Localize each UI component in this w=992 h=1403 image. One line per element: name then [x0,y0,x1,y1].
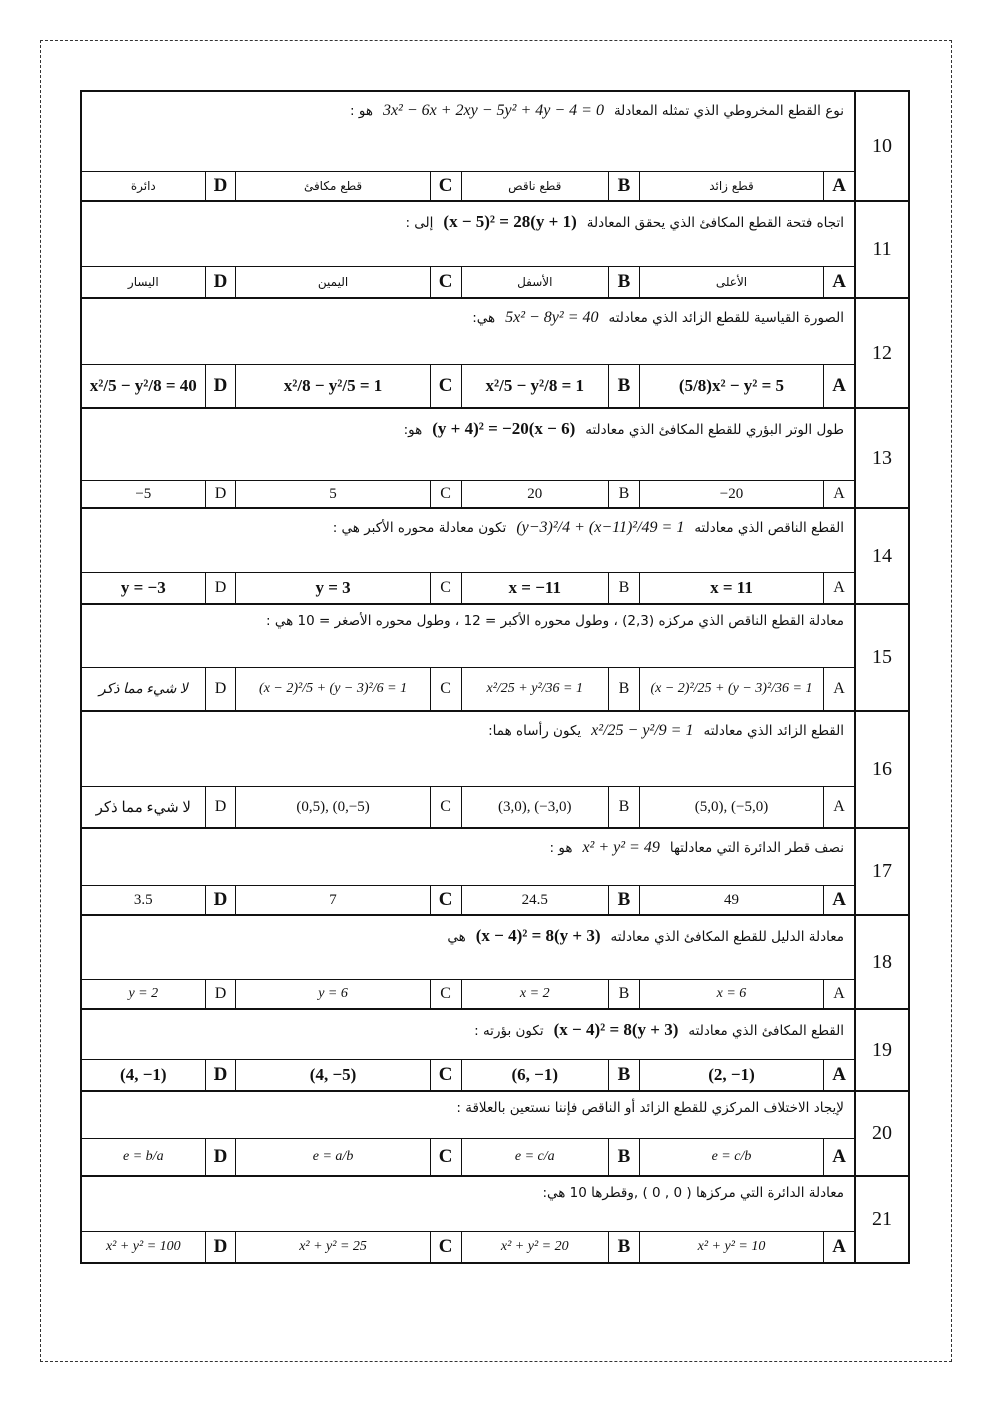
stem-text: نصف قطر الدائرة التي معادلتها [669,840,844,856]
option-text: اليمين [317,275,349,289]
option-text: y = 2 [128,986,159,1001]
question-number: 13 [854,409,908,507]
stem-equation: (y + 4)² = −20(x − 6) [432,419,576,438]
option-answer[interactable] [639,573,823,603]
stem-text: الصورة القياسية للقطع الزائد الذي معادلته [608,310,844,326]
stem-equation: 5x² − 8y² = 40 [505,309,599,326]
question-number: 19 [854,1010,908,1090]
question-row [82,409,908,509]
options-row [82,172,854,200]
option-text: الأسفل [517,275,553,289]
stem-text: القطع الناقص الذي معادلته [694,520,844,536]
question-stem [82,1177,854,1232]
question-row [82,1177,908,1262]
option-text: لا شيء مما ذكر [98,681,188,697]
options-row [82,481,854,507]
option-label-a: A [823,172,854,200]
option-answer[interactable] [235,668,429,710]
option-text: 7 [329,891,337,908]
option-label-d: D [205,886,236,914]
option-text: x = 6 [716,986,747,1001]
stem-text: طول الوتر البؤري للقطع المكافئ الذي معادلته [585,422,844,438]
option-label-b: B [608,172,639,200]
option-label-a: A [823,787,854,827]
question-stem [82,1092,854,1139]
option-text: (5/8)x² − y² = 5 [678,376,785,395]
option-text: y = −3 [120,578,166,597]
question-stem [82,202,854,267]
question-stem [82,829,854,886]
option-answer[interactable] [461,172,608,200]
option-text: قطع زائد [709,179,754,193]
option-label-b: B [608,980,639,1008]
options-row [82,1139,854,1175]
option-answer[interactable] [235,573,429,603]
option-answer[interactable] [461,1060,608,1090]
stem-equation: x² + y² = 49 [582,839,660,856]
option-answer[interactable] [461,1232,608,1262]
option-answer[interactable] [461,787,608,827]
option-label-c: C [430,787,461,827]
option-answer[interactable] [235,172,429,200]
options-row [82,365,854,407]
question-row [82,712,908,829]
option-label-c: C [430,1060,461,1090]
option-label-a: A [823,1139,854,1175]
stem-equation: (y−3)²/4 + (x−11)²/49 = 1 [516,519,685,536]
option-answer[interactable] [235,481,429,507]
question-stem [82,712,854,787]
option-answer[interactable] [82,1232,205,1262]
option-text: y = 3 [315,578,351,597]
question-row [82,202,908,299]
option-label-a: A [823,1060,854,1090]
option-label-c: C [430,1232,461,1262]
question-row [82,1092,908,1177]
option-text: قطع مكافئ [303,179,363,193]
option-label-d: D [205,573,236,603]
question-row [82,92,908,202]
question-number: 20 [854,1092,908,1175]
option-answer[interactable] [235,787,429,827]
option-answer[interactable] [461,365,608,407]
option-answer[interactable] [639,668,823,710]
option-text: 49 [723,891,739,908]
stem-text: معادلة القطع الناقص الذي مركزه (2,3) ، وطول محوره الأكبر = 12 ، وطول محوره الأصغر = 10 هي : [266,613,844,629]
option-text: x = 2 [519,986,550,1001]
question-number: 17 [854,829,908,914]
option-answer[interactable] [461,267,608,297]
option-answer[interactable] [82,365,205,407]
option-text: y = 6 [318,986,348,1001]
option-text: (4, −5) [309,1065,357,1084]
option-label-a: A [823,668,854,710]
option-label-b: B [608,1232,639,1262]
option-text: 3.5 [133,891,153,908]
options-row [82,886,854,914]
option-text: x²/5 − y²/8 = 40 [89,376,197,395]
stem-text: اتجاه فتحة القطع المكافئ الذي يحقق المعادلة [586,215,844,231]
option-label-a: A [823,980,854,1008]
option-label-a: A [823,886,854,914]
question-stem [82,509,854,573]
options-row [82,1232,854,1262]
option-label-b: B [608,1139,639,1175]
option-label-c: C [430,365,461,407]
stem-text: القطع الزائد الذي معادلته [703,723,844,739]
option-answer[interactable] [235,980,429,1008]
stem-tail: إلى : [405,215,434,231]
option-text: الأعلى [715,275,748,289]
option-answer[interactable] [82,787,205,827]
option-answer[interactable] [235,365,429,407]
option-label-b: B [608,267,639,297]
option-text: دائرة [130,179,156,193]
question-number: 10 [854,92,908,200]
stem-tail: تكون معادلة محوره الأكبر هي : [332,520,507,536]
option-text: x²/8 − y²/5 = 1 [283,376,383,395]
question-row [82,299,908,409]
option-answer[interactable] [639,1232,823,1262]
question-stem [82,409,854,481]
option-label-c: C [430,481,461,507]
options-row [82,787,854,827]
stem-equation: (x − 5)² = 28(y + 1) [443,212,577,231]
option-label-c: C [430,1139,461,1175]
option-answer[interactable] [639,172,823,200]
option-answer[interactable] [82,1139,205,1175]
options-row [82,573,854,603]
question-number: 18 [854,916,908,1008]
question-number: 12 [854,299,908,407]
option-label-d: D [205,668,236,710]
option-label-d: D [205,172,236,200]
option-text: −20 [719,485,744,502]
option-answer[interactable] [82,886,205,914]
option-label-c: C [430,668,461,710]
option-label-b: B [608,481,639,507]
option-label-d: D [205,787,236,827]
question-row [82,916,908,1010]
question-row [82,829,908,916]
option-answer[interactable] [639,1139,823,1175]
stem-tail: هو : [350,103,373,119]
option-answer[interactable] [235,1060,429,1090]
option-text: x² + y² = 20 [500,1239,569,1254]
option-text: (4, −1) [120,1065,167,1084]
option-answer[interactable] [235,1232,429,1262]
option-text: x² + y² = 10 [697,1239,766,1254]
option-answer[interactable] [82,481,205,507]
option-answer[interactable] [461,668,608,710]
question-stem [82,299,854,365]
option-label-c: C [430,172,461,200]
option-answer[interactable] [82,573,205,603]
question-stem [82,92,854,172]
option-text: e = c/b [711,1149,752,1164]
option-text: 20 [527,485,543,502]
option-text: (6, −1) [511,1065,559,1084]
stem-text: القطع المكافئ الذي معادلته [688,1023,844,1039]
question-row [82,605,908,712]
option-label-c: C [430,573,461,603]
question-number: 16 [854,712,908,827]
option-label-b: B [608,1060,639,1090]
stem-tail: يكون رأساه هما: [488,723,582,739]
option-text: (0,5), (0,−5) [296,798,370,815]
stem-tail: هو: [403,422,423,438]
option-text: (x − 2)²/5 + (y − 3)²/6 = 1 [259,681,408,696]
option-label-a: A [823,1232,854,1262]
stem-equation: (x − 4)² = 8(y + 3) [553,1020,679,1039]
options-row [82,980,854,1008]
option-text: −5 [135,485,152,502]
option-text: x = 11 [710,578,753,597]
option-answer[interactable] [82,980,205,1008]
option-label-b: B [608,886,639,914]
option-text: e = c/a [514,1149,555,1164]
stem-text: لإيجاد الاختلاف المركزي للقطع الزائد أو الناقص فإننا نستعين بالعلاقة : [456,1100,844,1116]
option-text: x² + y² = 25 [299,1239,367,1254]
option-label-c: C [430,980,461,1008]
option-answer[interactable] [235,267,429,297]
option-answer[interactable] [639,980,823,1008]
option-label-d: D [205,980,236,1008]
option-text: e = b/a [123,1149,164,1164]
option-answer[interactable] [461,1139,608,1175]
option-answer[interactable] [82,172,205,200]
question-number: 15 [854,605,908,710]
question-stem [82,605,854,668]
option-text: e = a/b [312,1149,354,1164]
option-label-d: D [205,267,236,297]
stem-text: معادلة الدائرة التي مركزها ( 0 , 0 ) ,وقطرها 10 هي: [542,1185,844,1201]
option-text: لا شيء مما ذكر [95,799,191,816]
option-label-d: D [205,1060,236,1090]
option-label-b: B [608,365,639,407]
options-row [82,267,854,297]
option-answer[interactable] [82,267,205,297]
option-text: x²/25 + y²/36 = 1 [486,681,583,696]
option-label-a: A [823,481,854,507]
stem-text: نوع القطع المخروطي الذي تمثله المعادلة [613,103,844,119]
question-number: 14 [854,509,908,603]
stem-equation: x²/25 − y²/9 = 1 [591,722,694,739]
stem-text: معادلة الدليل للقطع المكافئ الذي معادلته [610,929,844,945]
stem-equation: (x − 4)² = 8(y + 3) [475,926,601,945]
option-text: اليسار [127,275,159,289]
option-answer[interactable] [639,365,823,407]
option-answer[interactable] [639,481,823,507]
option-text: (2, −1) [708,1065,755,1084]
option-label-d: D [205,1139,236,1175]
question-stem [82,1010,854,1060]
option-answer[interactable] [235,886,429,914]
option-label-a: A [823,267,854,297]
option-text: x²/5 − y²/8 = 1 [485,376,585,395]
options-row [82,1060,854,1090]
option-label-b: B [608,573,639,603]
option-label-c: C [430,886,461,914]
option-label-d: D [205,481,236,507]
option-text: 24.5 [521,891,548,908]
option-text: x² + y² = 100 [105,1239,181,1254]
option-label-d: D [205,365,236,407]
question-stem [82,916,854,980]
question-row [82,509,908,605]
option-label-a: A [823,573,854,603]
option-text: 5 [329,485,337,502]
stem-equation: 3x² − 6x + 2xy − 5y² + 4y − 4 = 0 [382,102,604,119]
option-text: (x − 2)²/25 + (y − 3)²/36 = 1 [650,681,813,696]
option-answer[interactable] [639,1060,823,1090]
option-answer[interactable] [461,573,608,603]
option-answer[interactable] [82,668,205,710]
option-answer[interactable] [461,980,608,1008]
option-answer[interactable] [235,1139,429,1175]
option-text: (5,0), (−5,0) [694,798,769,815]
option-label-b: B [608,787,639,827]
stem-tail: هي [447,929,466,945]
option-answer[interactable] [639,267,823,297]
option-text: x = −11 [508,578,561,597]
option-text: (3,0), (−3,0) [498,798,572,815]
option-label-c: C [430,267,461,297]
options-row [82,668,854,710]
option-text: قطع ناقص [508,179,562,193]
option-label-a: A [823,365,854,407]
question-table [80,90,910,1264]
option-answer[interactable] [461,886,608,914]
question-row [82,1010,908,1092]
stem-tail: هو : [549,840,573,856]
option-answer[interactable] [82,1060,205,1090]
stem-tail: تكون بؤرته : [474,1023,544,1039]
stem-tail: هي: [472,310,496,326]
option-answer[interactable] [639,787,823,827]
option-label-b: B [608,668,639,710]
option-label-d: D [205,1232,236,1262]
option-answer[interactable] [461,481,608,507]
option-answer[interactable] [639,886,823,914]
question-number: 21 [854,1177,908,1262]
question-number: 11 [854,202,908,297]
